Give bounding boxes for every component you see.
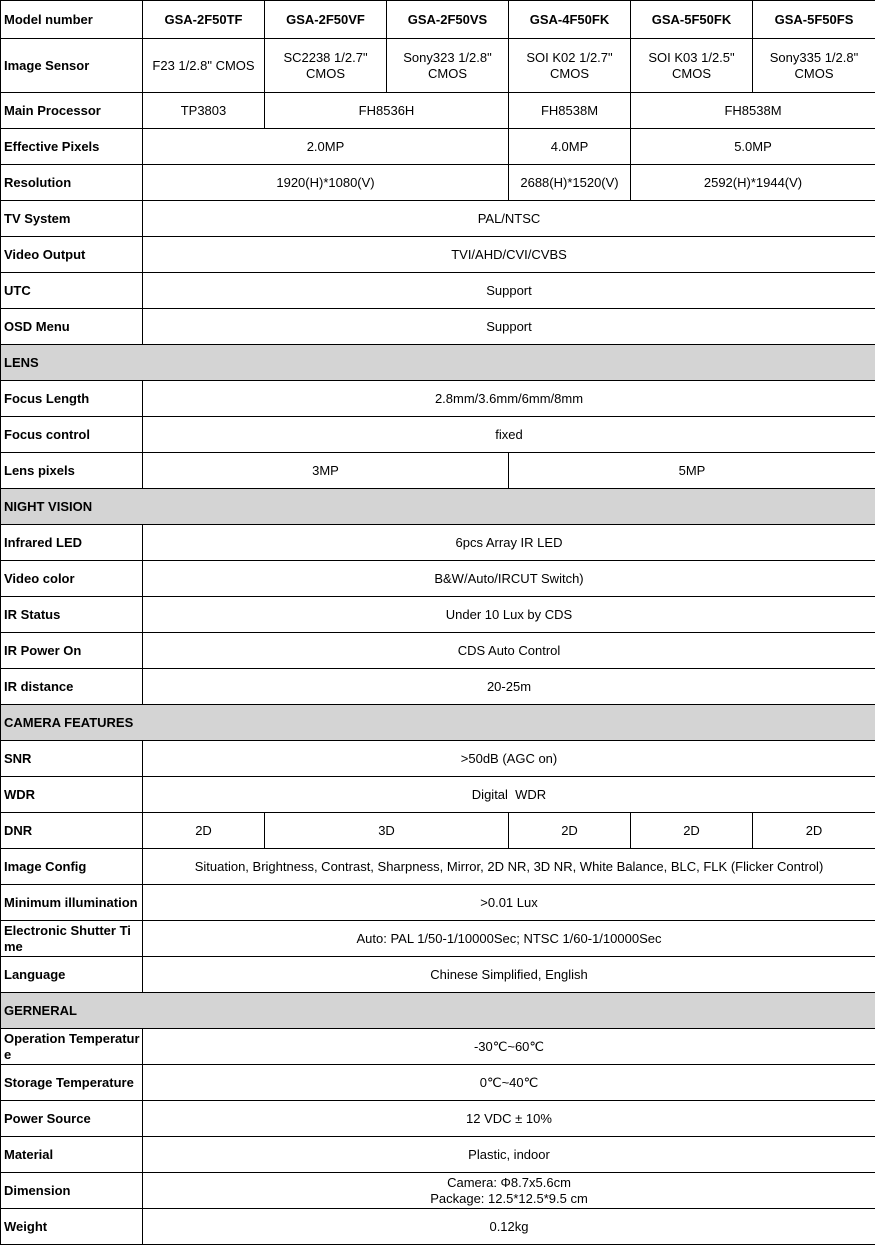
- cell-value: 20-25m: [143, 669, 875, 705]
- cell-value: CDS Auto Control: [143, 633, 875, 669]
- row-label: UTC: [1, 273, 143, 309]
- cell-value: Auto: PAL 1/50-1/10000Sec; NTSC 1/60-1/10000Sec: [143, 921, 875, 957]
- cell-value: FH8538M: [509, 93, 631, 129]
- table-row: [1, 453, 875, 489]
- cell-value: 2D: [509, 813, 631, 849]
- cell-value: 12 VDC ± 10%: [143, 1101, 875, 1137]
- model-header: GSA-2F50VF: [265, 1, 387, 39]
- cell-value: Under 10 Lux by CDS: [143, 597, 875, 633]
- table-header-row: [1, 1, 875, 39]
- row-label: Model number: [1, 1, 143, 39]
- cell-value: 2D: [753, 813, 875, 849]
- cell-value: 2.8mm/3.6mm/6mm/8mm: [143, 381, 875, 417]
- table-row: [1, 1137, 875, 1173]
- cell-value: FH8538M: [631, 93, 875, 129]
- row-label: Video color: [1, 561, 143, 597]
- cell-value: Situation, Brightness, Contrast, Sharpness, Mirror, 2D NR, 3D NR, White Balance, BLC, FLK (Flicker Control): [143, 849, 875, 885]
- cell-value: Plastic, indoor: [143, 1137, 875, 1173]
- section-title: LENS: [1, 345, 875, 381]
- row-label: Main Processor: [1, 93, 143, 129]
- table-row: [1, 597, 875, 633]
- table-row: [1, 237, 875, 273]
- model-header: GSA-4F50FK: [509, 1, 631, 39]
- cell-value: SC2238 1/2.7" CMOS: [265, 39, 387, 93]
- table-row: [1, 1101, 875, 1137]
- cell-value: 4.0MP: [509, 129, 631, 165]
- cell-value: TVI/AHD/CVI/CVBS: [143, 237, 875, 273]
- cell-value: B&W/Auto/IRCUT Switch): [143, 561, 875, 597]
- cell-value: 5.0MP: [631, 129, 875, 165]
- row-label: Image Sensor: [1, 39, 143, 93]
- table-row: [1, 273, 875, 309]
- cell-value: FH8536H: [265, 93, 509, 129]
- cell-value: 2688(H)*1520(V): [509, 165, 631, 201]
- cell-value: PAL/NTSC: [143, 201, 875, 237]
- row-label: Lens pixels: [1, 453, 143, 489]
- row-label: Infrared LED: [1, 525, 143, 561]
- section-title: CAMERA FEATURES: [1, 705, 875, 741]
- row-label: Video Output: [1, 237, 143, 273]
- section-title: NIGHT VISION: [1, 489, 875, 525]
- row-label: Weight: [1, 1209, 143, 1245]
- cell-value: Digital WDR: [143, 777, 875, 813]
- table-row: [1, 309, 875, 345]
- cell-value: 2592(H)*1944(V): [631, 165, 875, 201]
- dimension-package: Package: 12.5*12.5*9.5 cm: [430, 1190, 588, 1206]
- row-label: SNR: [1, 741, 143, 777]
- row-label: IR distance: [1, 669, 143, 705]
- row-label: IR Status: [1, 597, 143, 633]
- table-row: [1, 129, 875, 165]
- cell-value: 3MP: [143, 453, 509, 489]
- cell-value: 1920(H)*1080(V): [143, 165, 509, 201]
- row-label: Power Source: [1, 1101, 143, 1137]
- model-header: GSA-2F50TF: [143, 1, 265, 39]
- section-header-night-vision: [1, 489, 875, 525]
- model-header: GSA-5F50FK: [631, 1, 753, 39]
- section-title: GERNERAL: [1, 993, 875, 1029]
- cell-value: >50dB (AGC on): [143, 741, 875, 777]
- section-header-general: [1, 993, 875, 1029]
- table-row: [1, 525, 875, 561]
- row-label: Electronic Shutter Time: [1, 921, 143, 957]
- cell-value: 6pcs Array IR LED: [143, 525, 875, 561]
- cell-value: Support: [143, 309, 875, 345]
- row-label: Focus control: [1, 417, 143, 453]
- cell-value: TP3803: [143, 93, 265, 129]
- row-label: Storage Temperature: [1, 1065, 143, 1101]
- row-label: Material: [1, 1137, 143, 1173]
- table-row: [1, 633, 875, 669]
- row-label: IR Power On: [1, 633, 143, 669]
- table-row: [1, 39, 875, 93]
- cell-value: 2.0MP: [143, 129, 509, 165]
- row-label: OSD Menu: [1, 309, 143, 345]
- cell-value: fixed: [143, 417, 875, 453]
- model-header: GSA-5F50FS: [753, 1, 875, 39]
- table-row: [1, 1029, 875, 1065]
- cell-value: -30℃~60℃: [143, 1029, 875, 1065]
- cell-value: 3D: [265, 813, 509, 849]
- row-label: WDR: [1, 777, 143, 813]
- table-row: [1, 849, 875, 885]
- cell-value: [143, 1173, 875, 1209]
- row-label: Resolution: [1, 165, 143, 201]
- row-label: Minimum illumination: [1, 885, 143, 921]
- cell-value: Sony335 1/2.8" CMOS: [753, 39, 875, 93]
- table-row: [1, 417, 875, 453]
- cell-value: 5MP: [509, 453, 875, 489]
- table-row: [1, 813, 875, 849]
- row-label: TV System: [1, 201, 143, 237]
- cell-value: SOI K02 1/2.7" CMOS: [509, 39, 631, 93]
- cell-value: 2D: [143, 813, 265, 849]
- section-header-camera-features: [1, 705, 875, 741]
- cell-value: F23 1/2.8" CMOS: [143, 39, 265, 93]
- table-row: [1, 1065, 875, 1101]
- cell-value: 0.12kg: [143, 1209, 875, 1245]
- cell-value: Sony323 1/2.8" CMOS: [387, 39, 509, 93]
- table-row: [1, 669, 875, 705]
- row-label: Operation Temperature: [1, 1029, 143, 1065]
- row-label: Dimension: [1, 1173, 143, 1209]
- table-row: [1, 885, 875, 921]
- row-label: Image Config: [1, 849, 143, 885]
- model-header: GSA-2F50VS: [387, 1, 509, 39]
- cell-value: Chinese Simplified, English: [143, 957, 875, 993]
- cell-value: >0.01 Lux: [143, 885, 875, 921]
- table-row: [1, 165, 875, 201]
- table-row: [1, 201, 875, 237]
- table-row: [1, 957, 875, 993]
- table-row: [1, 921, 875, 957]
- table-row: [1, 1173, 875, 1209]
- table-row: [1, 381, 875, 417]
- table-row: [1, 561, 875, 597]
- cell-value: SOI K03 1/2.5" CMOS: [631, 39, 753, 93]
- table-row: [1, 777, 875, 813]
- table-row: [1, 1209, 875, 1245]
- row-label: Language: [1, 957, 143, 993]
- row-label: Focus Length: [1, 381, 143, 417]
- section-header-lens: [1, 345, 875, 381]
- cell-value: 2D: [631, 813, 753, 849]
- row-label: Effective Pixels: [1, 129, 143, 165]
- dimension-camera: Camera: Φ8.7x5.6cm: [447, 1174, 571, 1190]
- cell-value: Support: [143, 273, 875, 309]
- table-row: [1, 93, 875, 129]
- row-label: DNR: [1, 813, 143, 849]
- cell-value: 0℃~40℃: [143, 1065, 875, 1101]
- table-row: [1, 741, 875, 777]
